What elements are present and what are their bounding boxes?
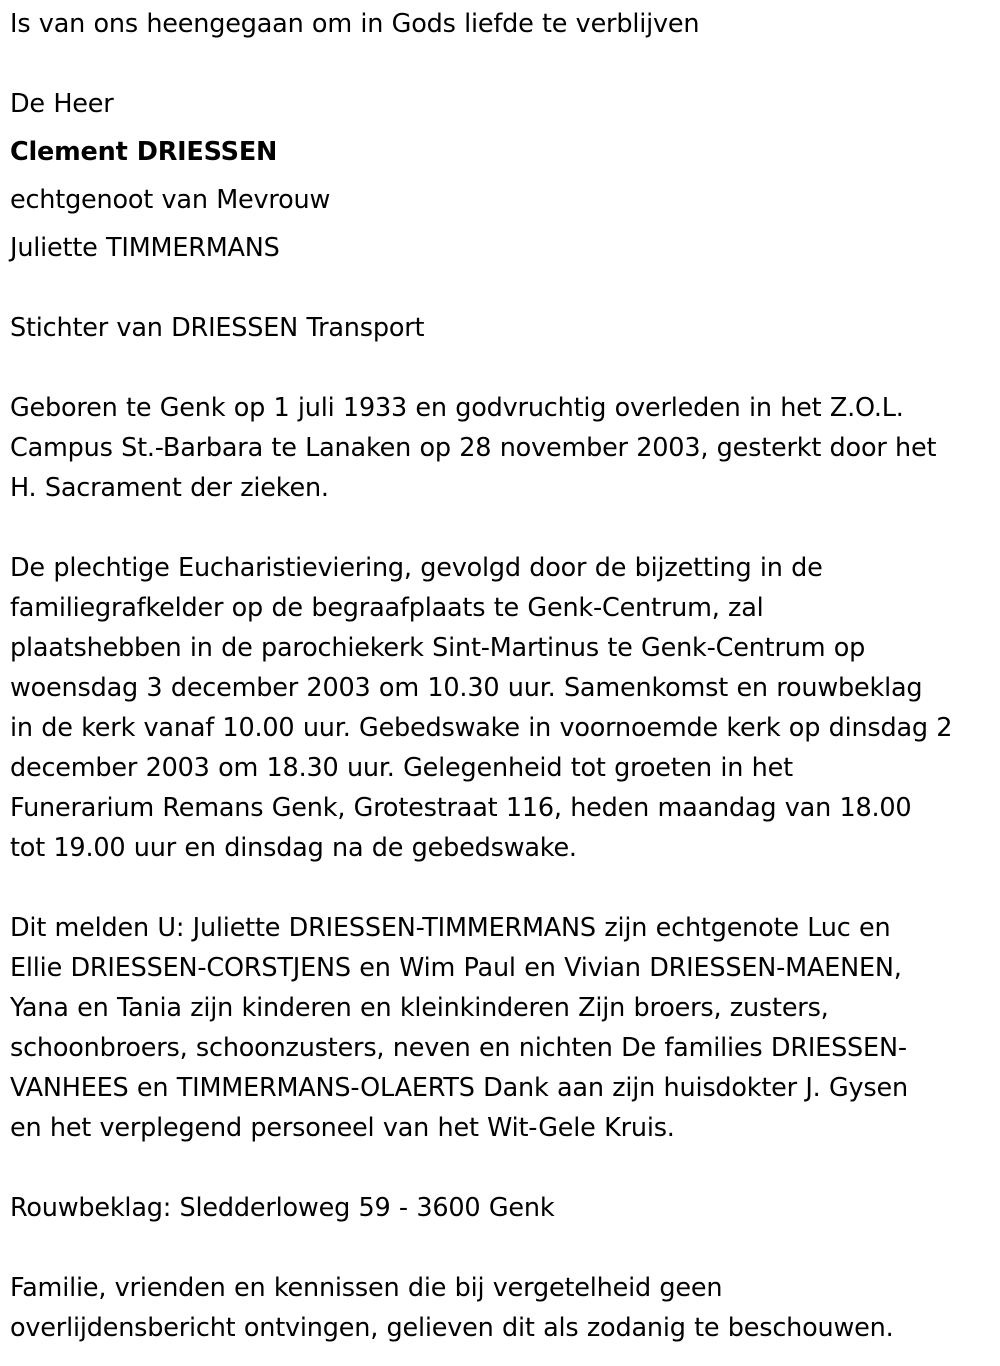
spacer xyxy=(10,44,995,84)
spacer xyxy=(10,268,995,308)
paragraph-line: Funerarium Remans Genk, Grotestraat 116, heden maandag van 18.00 xyxy=(10,793,912,823)
paragraph-line: Yana en Tania zijn kinderen en kleinkinderen Zijn broers, zusters, xyxy=(10,993,829,1023)
spouse-name: Juliette TIMMERMANS xyxy=(10,233,280,263)
founder-line: Stichter van DRIESSEN Transport xyxy=(10,313,425,343)
deceased-block xyxy=(10,84,995,268)
spacer xyxy=(10,1148,995,1188)
paragraph-line: en het verplegend personeel van het Wit-Gele Kruis. xyxy=(10,1113,675,1143)
paragraph-line: VANHEES en TIMMERMANS-OLAERTS Dank aan zijn huisdokter J. Gysen xyxy=(10,1073,908,1103)
paragraph-line: De plechtige Eucharistieviering, gevolgd door de bijzetting in de xyxy=(10,553,823,583)
paragraph-line: Campus St.-Barbara te Lanaken op 28 november 2003, gesterkt door het xyxy=(10,433,937,463)
death-notice xyxy=(10,4,995,1348)
paragraph-line: Familie, vrienden en kennissen die bij vergetelheid geen xyxy=(10,1273,723,1303)
closing-paragraph xyxy=(10,1268,995,1348)
paragraph-line: woensdag 3 december 2003 om 10.30 uur. Samenkomst en rouwbeklag xyxy=(10,673,923,703)
paragraph-line: in de kerk vanaf 10.00 uur. Gebedswake in voornoemde kerk op dinsdag 2 xyxy=(10,713,953,743)
spacer xyxy=(10,1228,995,1268)
paragraph-line: plaatshebben in de parochiekerk Sint-Martinus te Genk-Centrum op xyxy=(10,633,866,663)
deceased-name: Clement DRIESSEN xyxy=(10,137,278,167)
paragraph-line: overlijdensbericht ontvingen, gelieven dit als zodanig te beschouwen. xyxy=(10,1313,894,1343)
family-paragraph xyxy=(10,908,995,1148)
spacer xyxy=(10,508,995,548)
paragraph-line: Ellie DRIESSEN-CORSTJENS en Wim Paul en Vivian DRIESSEN-MAENEN, xyxy=(10,953,902,983)
birth-death-paragraph xyxy=(10,388,995,508)
spacer xyxy=(10,868,995,908)
paragraph-line: H. Sacrament der zieken. xyxy=(10,473,329,503)
service-paragraph xyxy=(10,548,995,868)
condolence-address: Rouwbeklag: Sledderloweg 59 - 3600 Genk xyxy=(10,1193,555,1223)
intro-line: Is van ons heengegaan om in Gods liefde te verblijven xyxy=(10,9,700,39)
paragraph-line: familiegrafkelder op de begraafplaats te Genk-Centrum, zal xyxy=(10,593,764,623)
spouse-relation: echtgenoot van Mevrouw xyxy=(10,185,331,215)
paragraph-line: Geboren te Genk op 1 juli 1933 en godvruchtig overleden in het Z.O.L. xyxy=(10,393,904,423)
paragraph-line: tot 19.00 uur en dinsdag na de gebedswake. xyxy=(10,833,577,863)
honorific: De Heer xyxy=(10,89,114,119)
paragraph-line: schoonbroers, schoonzusters, neven en nichten De families DRIESSEN- xyxy=(10,1033,907,1063)
paragraph-line: Dit melden U: Juliette DRIESSEN-TIMMERMANS zijn echtgenote Luc en xyxy=(10,913,891,943)
paragraph-line: december 2003 om 18.30 uur. Gelegenheid tot groeten in het xyxy=(10,753,793,783)
spacer xyxy=(10,348,995,388)
